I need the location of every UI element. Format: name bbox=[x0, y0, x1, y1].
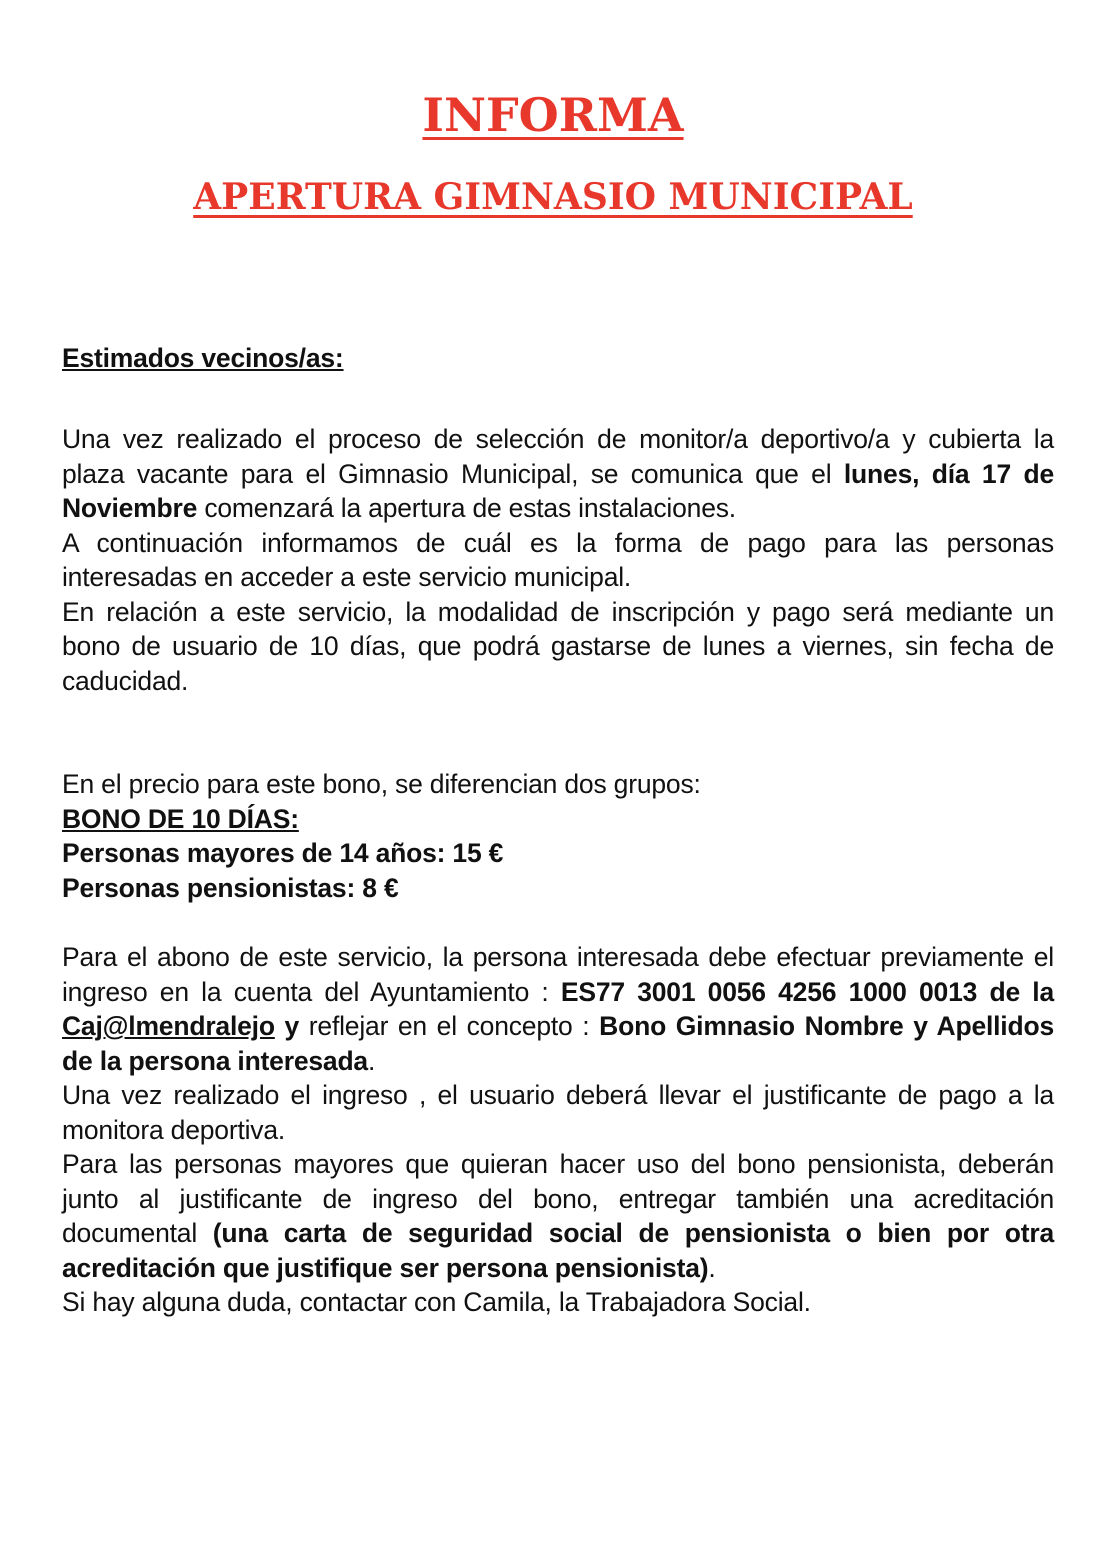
payment-paragraph-1 bbox=[62, 940, 1054, 1078]
payment-section bbox=[62, 940, 1054, 1320]
payment-text-2: reflejar en el concepto : bbox=[299, 1011, 600, 1041]
pensioner-text: Para las personas mayores que quieran hacer uso del bono pensionista, deberán junto al justificante de ingreso del bono, entregar también una acreditación documental bbox=[62, 1149, 1054, 1248]
page-subtitle: APERTURA GIMNASIO MUNICIPAL bbox=[193, 176, 913, 218]
payment-paragraph-2: Una vez realizado el ingreso , el usuario deberá llevar el justificante de pago a la monitora deportiva. bbox=[62, 1080, 1054, 1145]
prices-intro: En el precio para este bono, se diferencian dos grupos: bbox=[62, 769, 701, 799]
intro-section bbox=[62, 422, 1054, 698]
greeting: Estimados vecinos/as: bbox=[62, 343, 344, 373]
intro-text: Una vez realizado el proceso de selección de monitor/a deportivo/a y cubierta la plaza vacante para el Gimnasio Municipal, se comunica que el bbox=[62, 424, 1054, 489]
payment-end: . bbox=[367, 1045, 376, 1076]
bank-name: Caj@lmendralejo bbox=[62, 1011, 275, 1041]
price-item: Personas mayores de 14 años: 15 € bbox=[62, 838, 504, 868]
page-title: INFORMA bbox=[422, 88, 684, 142]
bank-account: ES77 3001 0056 4256 1000 0013 de la bbox=[560, 976, 1054, 1007]
pensioner-end: . bbox=[708, 1252, 716, 1283]
opening-date: lunes, día 17 de Noviembre bbox=[62, 458, 1054, 523]
intro-paragraph-3: En relación a este servicio, la modalidad de inscripción y pago será mediante un bono de usuario de 10 días, que podrá gastarse de lunes a viernes, sin fecha de caducidad. bbox=[62, 596, 1054, 696]
intro-paragraph-2: A continuación informamos de cuál es la forma de pago para las personas interesadas en acceder a este servicio municipal. bbox=[62, 527, 1054, 592]
price-item: Personas pensionistas: 8 € bbox=[62, 872, 399, 903]
intro-paragraph-1 bbox=[62, 422, 1054, 526]
prices-section bbox=[62, 767, 1054, 905]
intro-text-end: comenzará la apertura de estas instalaciones. bbox=[197, 493, 736, 523]
contact-paragraph: Si hay alguna duda, contactar con Camila, la Trabajadora Social. bbox=[62, 1287, 811, 1317]
payment-paragraph-3 bbox=[62, 1147, 1054, 1285]
payment-text: Para el abono de este servicio, la persona interesada debe efectuar previamente el ingreso en la cuenta del Ayuntamiento : bbox=[62, 942, 1054, 1007]
pensioner-requirement: (una carta de seguridad social de pensionista o bien por otra acreditación que justifique ser persona pensionista) bbox=[62, 1218, 1054, 1283]
prices-heading: BONO DE 10 DÍAS: bbox=[62, 803, 299, 834]
payment-y: y bbox=[274, 1011, 300, 1041]
payment-concept: Bono Gimnasio Nombre y Apellidos de la persona interesada bbox=[62, 1011, 1054, 1076]
